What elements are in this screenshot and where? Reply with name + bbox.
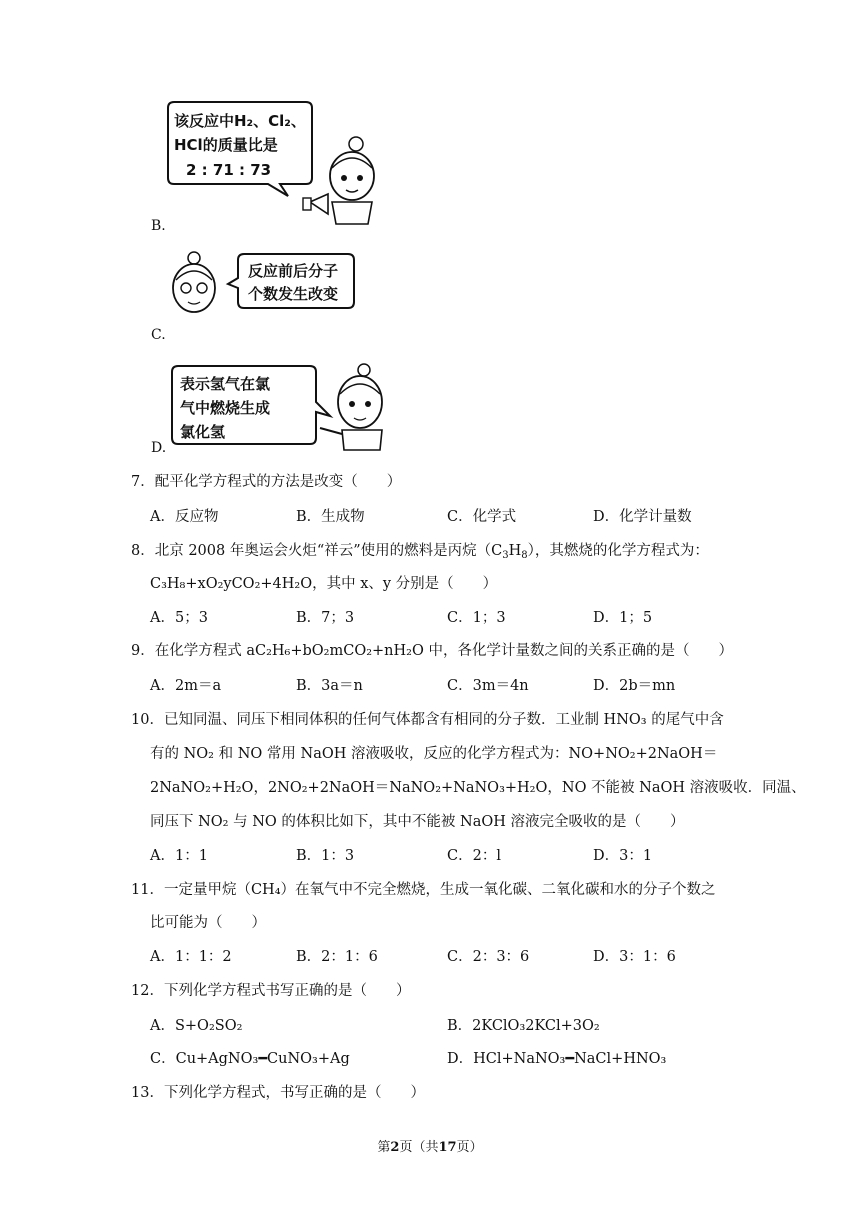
q8-stem-part2: ），其燃烧的化学方程式为： (527, 543, 709, 559)
q12-option-a: A．S+O₂SO₂ (150, 1018, 243, 1034)
bubble-line: 氯化氢 (180, 423, 226, 441)
footer-suffix: 页） (456, 1140, 483, 1155)
footer-prefix: 第 (377, 1140, 391, 1155)
question-9-stem: 9．在化学方程式 aC₂H₆+bO₂mCO₂+nH₂O 中，各化学计量数之间的关系正确的是（ ） (131, 643, 733, 659)
q8-stem-part1: 8．北京 2008 年奥运会火炬“祥云”使用的燃料是丙烷（C (131, 543, 503, 559)
bubble-line: 反应前后分子 (248, 262, 339, 280)
q9-option-d: D．2b＝mn (593, 678, 676, 694)
question-10-line-2: 有的 NO₂ 和 NO 常用 NaOH 溶液吸收，反应的化学方程式为：NO+NO₂+2NaOH＝ (150, 746, 718, 762)
speech-bubble-girl-pointing-icon (170, 362, 400, 452)
option-label-b: B. (151, 218, 166, 234)
question-11-line-2: 比可能为（ ） (150, 915, 266, 931)
option-label-c: C. (151, 327, 166, 343)
q11-option-c: C．2：3：6 (447, 949, 530, 965)
q9-option-c: C．3m＝4n (447, 678, 529, 694)
illustration-c (170, 250, 370, 326)
page-footer (0, 1136, 860, 1155)
q9-option-b: B．3a＝n (296, 678, 363, 694)
q7-option-b: B．生成物 (296, 509, 365, 525)
footer-total-pages: 17 (438, 1140, 457, 1155)
q12-option-b: B．2KClO₃2KCl+3O₂ (447, 1018, 600, 1034)
q9-option-a: A．2m＝a (150, 678, 222, 694)
question-8-stem: 8．北京 2008 年奥运会火炬“祥云”使用的燃料是丙烷$(C_3H_8)$，其燃烧的化学方程式为： (131, 543, 709, 561)
bubble-line: HCl的质量比是 (174, 136, 278, 154)
question-10-line-3: 2NaNO₂+H₂O，2NO₂+2NaOH＝NaNO₂+NaNO₃+H₂O，NO 不能被 NaOH 溶液吸收．同温、 (150, 780, 806, 796)
q7-option-a: A．反应物 (150, 509, 219, 525)
bubble-line: 该反应中H₂、Cl₂、 (174, 112, 306, 130)
bubble-line: 2 : 71 : 73 (186, 161, 272, 179)
question-13-stem: 13．下列化学方程式，书写正确的是（ ） (131, 1085, 425, 1101)
question-10-line-4: 同压下 NO₂ 与 NO 的体积比如下，其中不能被 NaOH 溶液完全吸收的是（ ） (150, 814, 685, 830)
illustration-b (160, 98, 390, 232)
footer-page-number: 2 (390, 1140, 400, 1155)
q10-option-b: B．1：3 (296, 848, 355, 864)
question-8-equation: C₃H₈+xO₂yCO₂+4H₂O，其中 x、y 分别是（ ） (150, 576, 498, 592)
q12-option-c: C．Cu+AgNO₃━CuNO₃+Ag (150, 1051, 350, 1067)
q11-option-b: B．2：1：6 (296, 949, 378, 965)
q8-option-a: A．5；3 (150, 610, 208, 626)
bubble-line: 表示氢气在氯 (180, 375, 271, 393)
q12-option-d: D．HCl+NaNO₃━NaCl+HNO₃ (447, 1051, 667, 1067)
question-10-line-1: 10．已知同温、同压下相同体积的任何气体都含有相同的分子数．工业制 HNO₃ 的尾气中含 (131, 712, 724, 728)
q7-option-c: C．化学式 (447, 509, 517, 525)
q8-option-d: D．1；5 (593, 610, 653, 626)
q10-option-d: D．3：1 (593, 848, 653, 864)
question-11-line-1: 11．一定量甲烷（CH₄）在氧气中不完全燃烧，生成一氧化碳、二氧化碳和水的分子个数之 (131, 882, 716, 898)
q8-option-c: C．1；3 (447, 610, 506, 626)
q10-option-c: C．2：l (447, 848, 501, 864)
illustration-d (170, 362, 400, 456)
speech-bubble-girl-icon (170, 250, 370, 322)
q11-option-a: A．1：1：2 (150, 949, 232, 965)
option-label-d: D. (151, 440, 167, 456)
q7-option-d: D．化学计量数 (593, 509, 692, 525)
question-12-stem: 12．下列化学方程式书写正确的是（ ） (131, 983, 411, 999)
footer-mid: 页（共 (399, 1140, 439, 1155)
q11-option-d: D．3：1：6 (593, 949, 676, 965)
q10-option-a: A．1：1 (150, 848, 208, 864)
bubble-line: 气中燃烧生成 (180, 399, 271, 417)
question-7-stem: 7．配平化学方程式的方法是改变（ ） (131, 474, 402, 490)
q8-option-b: B．7；3 (296, 610, 355, 626)
speech-bubble-girl-megaphone-icon (160, 98, 390, 228)
bubble-line: 个数发生改变 (248, 285, 339, 303)
